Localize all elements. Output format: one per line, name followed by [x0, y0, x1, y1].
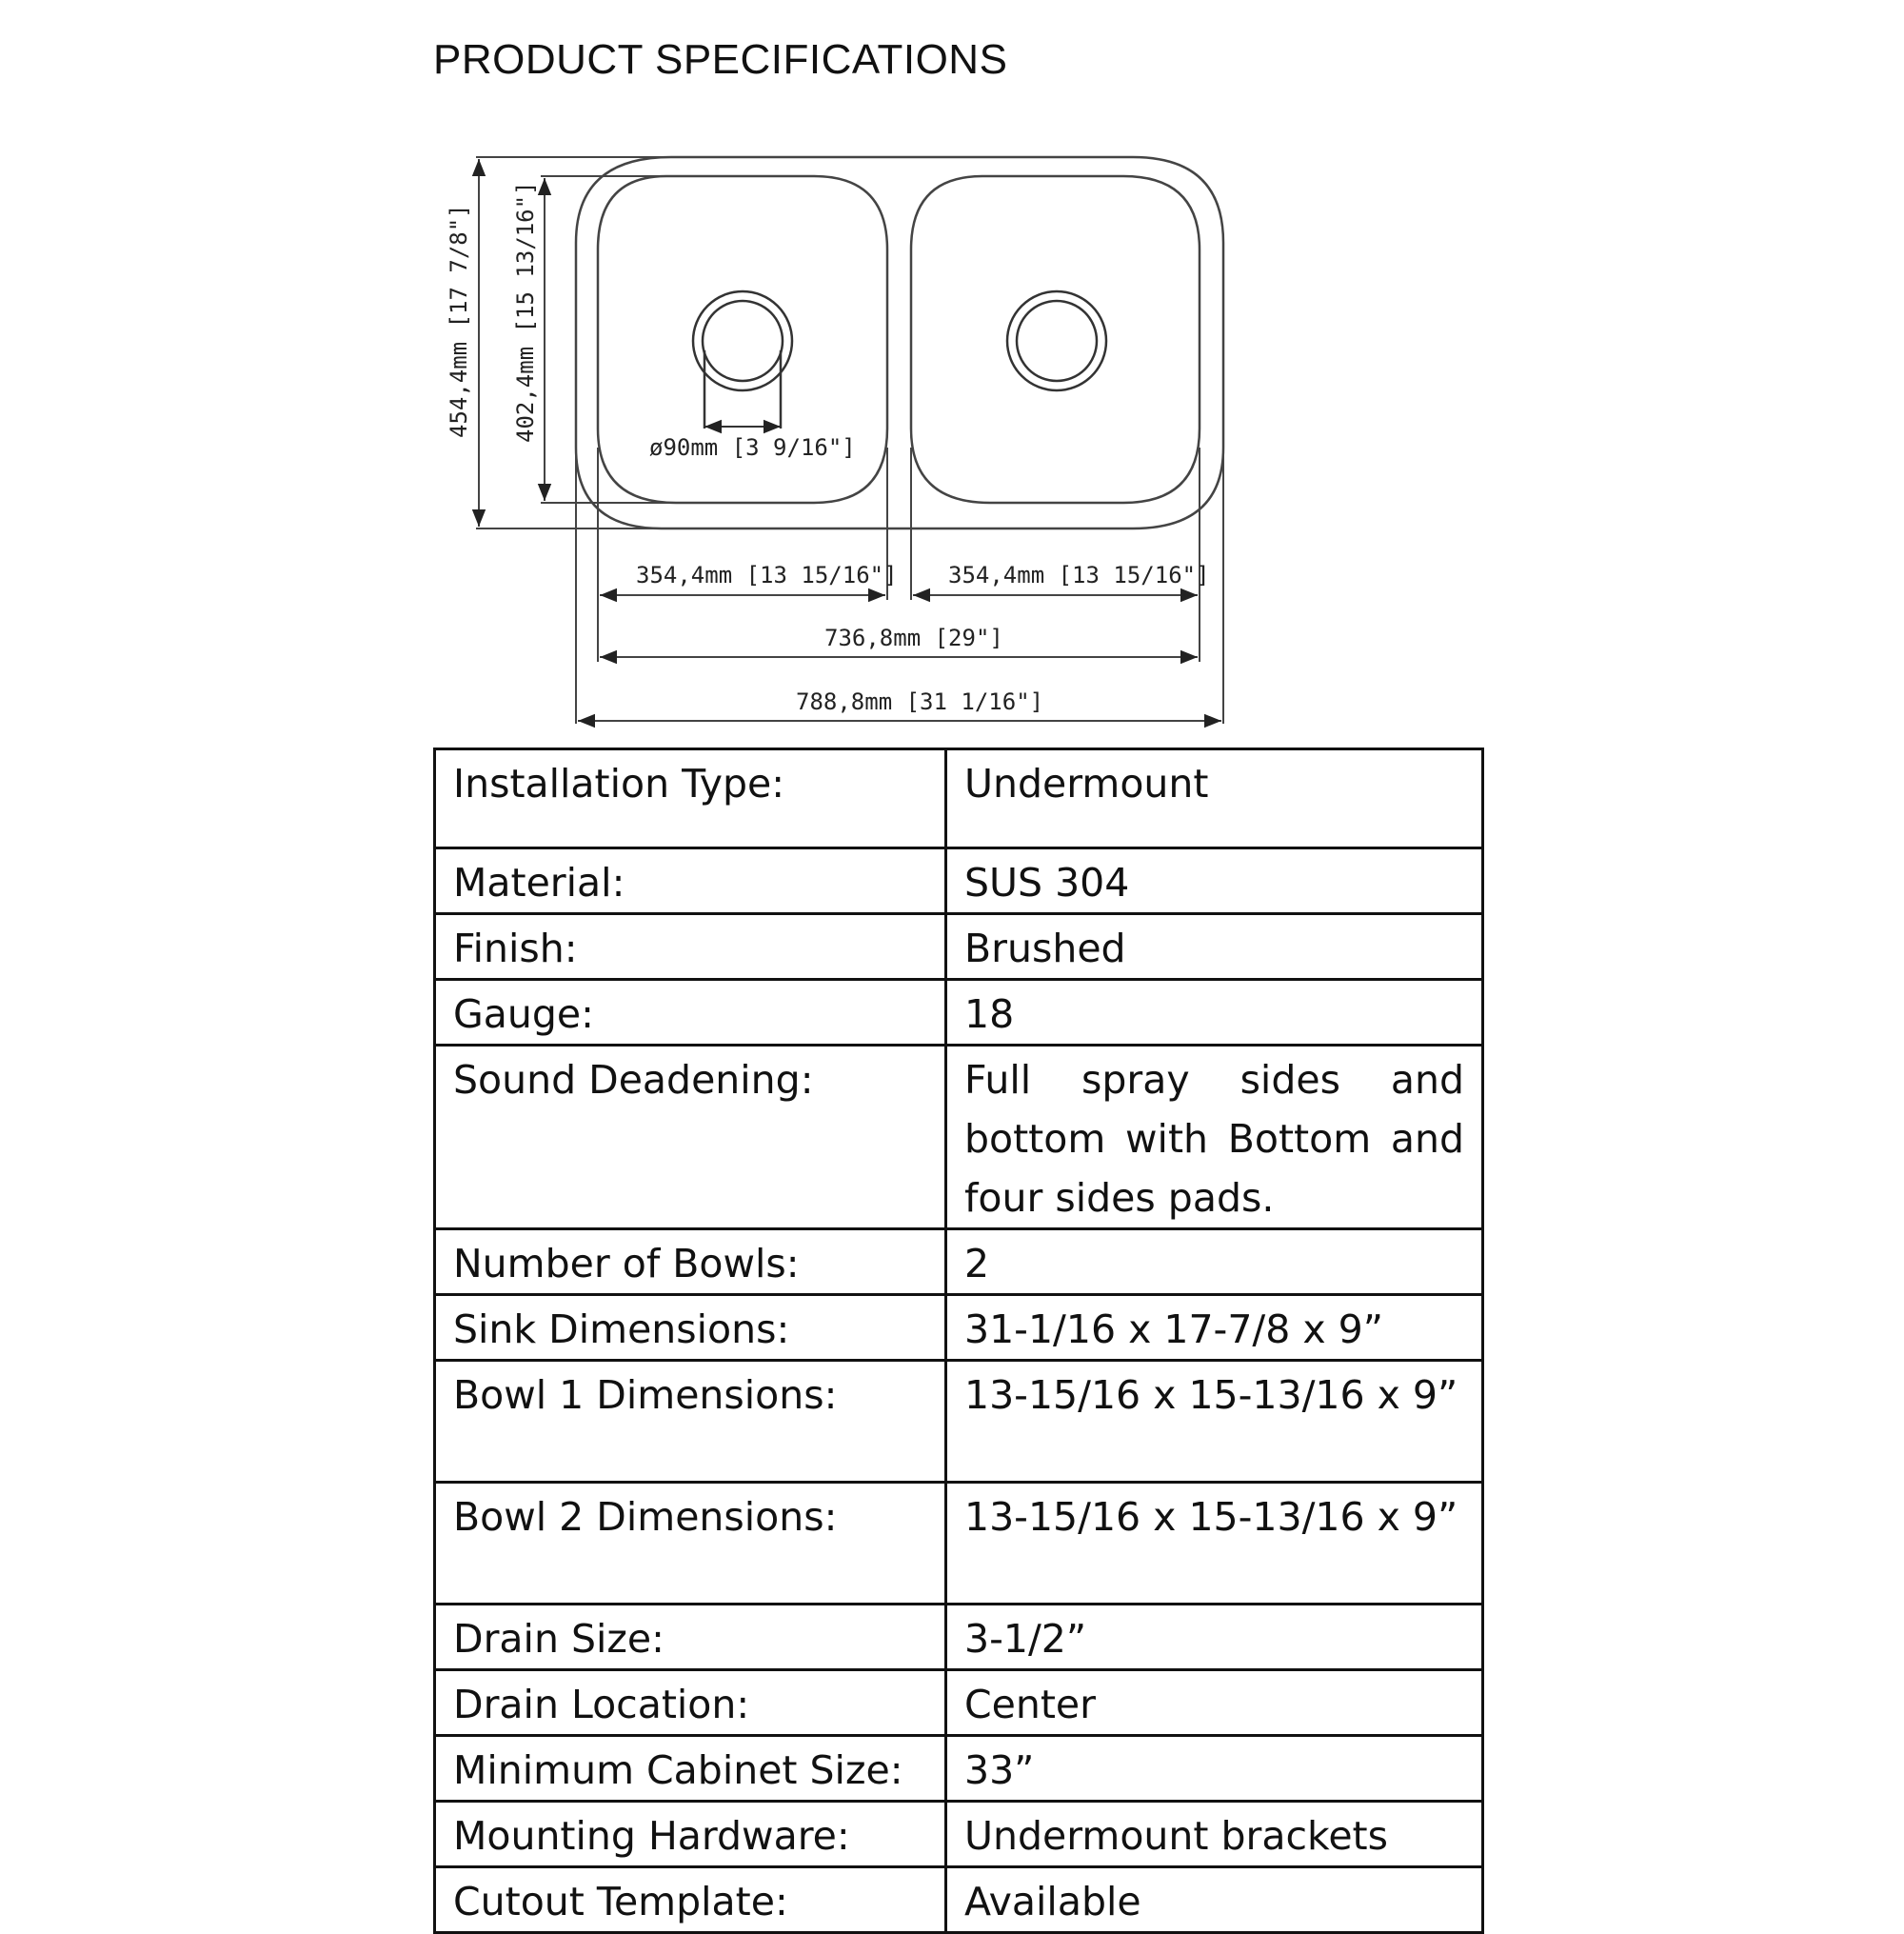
spec-label: Sound Deadening: — [435, 1046, 946, 1229]
spec-label: Finish: — [435, 914, 946, 980]
sink-outer-rim — [576, 157, 1223, 528]
spec-value: 3-1/2” — [946, 1605, 1483, 1670]
spec-label: Minimum Cabinet Size: — [435, 1736, 946, 1802]
drain-1-inner — [703, 301, 783, 381]
spec-table — [433, 748, 1484, 1934]
page-title: PRODUCT SPECIFICATIONS — [433, 36, 1008, 83]
spec-value: SUS 304 — [946, 848, 1483, 914]
spec-value: 13-15/16 x 15-13/16 x 9” — [946, 1483, 1483, 1605]
inner-height-label: 402,4mm [15 13/16"] — [512, 181, 539, 443]
bowl-2-outline — [911, 176, 1200, 503]
spec-row — [435, 848, 1483, 914]
spec-label: Bowl 2 Dimensions: — [435, 1483, 946, 1605]
spec-label: Number of Bowls: — [435, 1229, 946, 1295]
spec-label: Installation Type: — [435, 749, 946, 848]
sink-technical-drawing — [0, 0, 1904, 743]
spec-value: Brushed — [946, 914, 1483, 980]
drain-1-outer — [693, 291, 792, 390]
outer-height-label: 454,4mm [17 7/8"] — [446, 204, 472, 438]
spec-value: Undermount brackets — [946, 1802, 1483, 1867]
spec-value: 18 — [946, 980, 1483, 1046]
spec-value: 33” — [946, 1736, 1483, 1802]
spec-label: Gauge: — [435, 980, 946, 1046]
inner-width-label: 736,8mm [29"] — [824, 625, 1003, 651]
outer-width-label: 788,8mm [31 1/16"] — [796, 688, 1044, 715]
drain-2-inner — [1017, 301, 1097, 381]
spec-value: 2 — [946, 1229, 1483, 1295]
spec-row — [435, 1736, 1483, 1802]
bowl-2-width-label: 354,4mm [13 15/16"] — [948, 562, 1210, 588]
spec-value: 13-15/16 x 15-13/16 x 9” — [946, 1361, 1483, 1483]
spec-label: Bowl 1 Dimensions: — [435, 1361, 946, 1483]
spec-label: Cutout Template: — [435, 1867, 946, 1933]
spec-row — [435, 1295, 1483, 1361]
spec-row — [435, 1046, 1483, 1229]
spec-row — [435, 1670, 1483, 1736]
spec-label: Drain Size: — [435, 1605, 946, 1670]
drain-diameter-label: ø90mm [3 9/16"] — [649, 434, 856, 461]
spec-row — [435, 1229, 1483, 1295]
spec-row — [435, 1867, 1483, 1933]
spec-value: Available — [946, 1867, 1483, 1933]
spec-row — [435, 914, 1483, 980]
drain-2-outer — [1007, 291, 1106, 390]
spec-value: Center — [946, 1670, 1483, 1736]
spec-row — [435, 1605, 1483, 1670]
spec-value: 31-1/16 x 17-7/8 x 9” — [946, 1295, 1483, 1361]
spec-label: Mounting Hardware: — [435, 1802, 946, 1867]
spec-label: Drain Location: — [435, 1670, 946, 1736]
bowl-1-width-label: 354,4mm [13 15/16"] — [636, 562, 898, 588]
spec-label: Material: — [435, 848, 946, 914]
spec-row — [435, 1361, 1483, 1483]
spec-label: Sink Dimensions: — [435, 1295, 946, 1361]
spec-value: Full spray sides and bottom with Bottom and four sides pads. — [946, 1046, 1483, 1229]
spec-value: Undermount — [946, 749, 1483, 848]
spec-row — [435, 1483, 1483, 1605]
spec-row — [435, 749, 1483, 848]
spec-row — [435, 1802, 1483, 1867]
spec-row — [435, 980, 1483, 1046]
